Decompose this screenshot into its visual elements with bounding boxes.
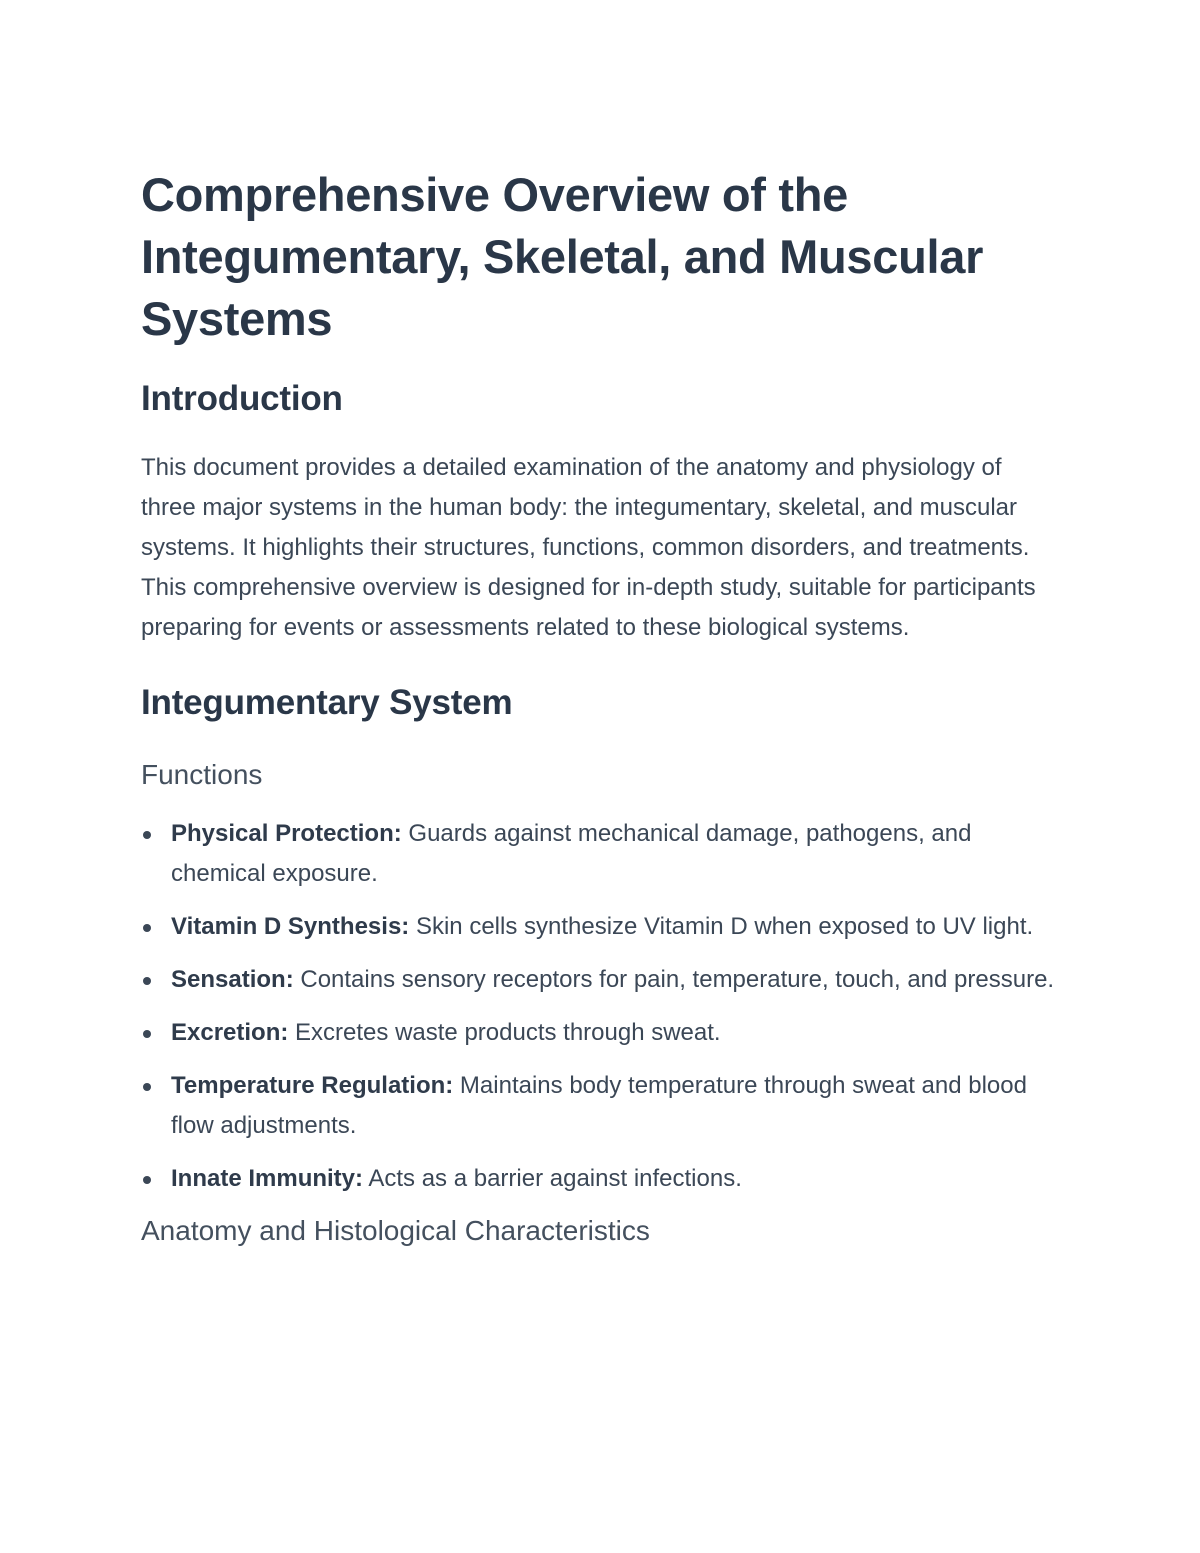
function-description: Maintains body temperature through sweat and blood flow adjustments. bbox=[171, 1072, 1027, 1139]
function-term: Temperature Regulation: bbox=[171, 1072, 454, 1099]
function-description: Guards against mechanical damage, pathogens, and chemical exposure. bbox=[171, 820, 972, 887]
function-term: Sensation: bbox=[171, 966, 294, 993]
bullet-icon bbox=[143, 1083, 151, 1091]
function-term: Excretion: bbox=[171, 1019, 289, 1046]
list-item bbox=[141, 1013, 1061, 1053]
list-item bbox=[141, 907, 1061, 947]
introduction-heading: Introduction bbox=[141, 379, 343, 418]
bullet-icon bbox=[143, 831, 151, 839]
bullet-icon bbox=[143, 1030, 151, 1038]
document-title: Comprehensive Overview of the Integumentary, Skeletal, and Muscular Systems bbox=[141, 168, 984, 345]
function-term: Innate Immunity: bbox=[171, 1165, 364, 1192]
anatomy-heading: Anatomy and Histological Characteristics bbox=[141, 1215, 650, 1246]
list-item bbox=[141, 814, 1061, 894]
list-item bbox=[141, 1066, 1061, 1146]
functions-list bbox=[141, 814, 1061, 1199]
function-description: Excretes waste products through sweat. bbox=[288, 1019, 721, 1046]
function-term: Vitamin D Synthesis: bbox=[171, 913, 410, 940]
function-description: Skin cells synthesize Vitamin D when exposed to UV light. bbox=[409, 913, 1034, 940]
function-description: Acts as a barrier against infections. bbox=[363, 1165, 742, 1192]
function-term: Physical Protection: bbox=[171, 820, 402, 847]
bullet-icon bbox=[143, 977, 151, 985]
functions-heading: Functions bbox=[141, 759, 263, 790]
function-description: Contains sensory receptors for pain, temperature, touch, and pressure. bbox=[293, 966, 1055, 993]
introduction-paragraph: This document provides a detailed examination of the anatomy and physiology of three major systems in the human body: the integumentary, skeletal, and muscular systems. It highlights their structures, functions, common disorders, and treatments. This comprehensive overview is designed for in-depth study, suitable for participants preparing for events or assessments related to these biological systems. bbox=[141, 454, 1036, 641]
list-item bbox=[141, 960, 1061, 1000]
bullet-icon bbox=[143, 924, 151, 932]
integumentary-heading: Integumentary System bbox=[141, 683, 513, 722]
bullet-icon bbox=[143, 1176, 151, 1184]
list-item bbox=[141, 1159, 1061, 1199]
document-page bbox=[141, 164, 1061, 1250]
